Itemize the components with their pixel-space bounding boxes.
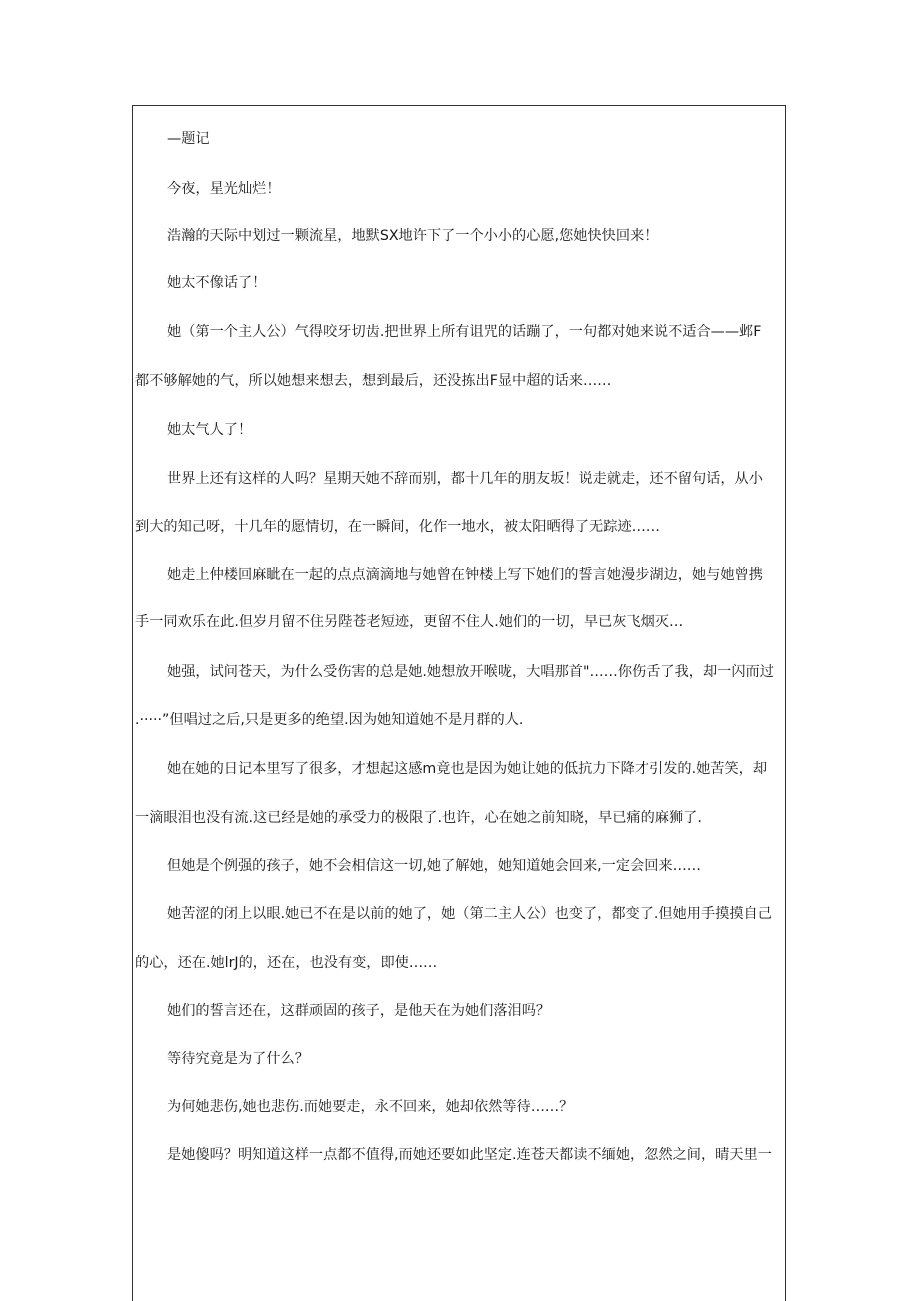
- paragraph-line: 浩瀚的天际中划过一颗流星，地默SX地许下了一个小小的心愿,您她快快回来！: [167, 228, 659, 244]
- paragraph-line: 为何她悲伤,她也悲伤.而她要走，永不回来，她却依然等待……？: [167, 1099, 574, 1115]
- paragraph-line: 等待究竟是为了什么？: [167, 1051, 309, 1067]
- paragraph-line: 她走上仲楼回麻眦在一起的点点滴滴地与她曾在钟楼上写下她们的誓言她漫步湖边，她与她曾携: [167, 567, 763, 583]
- paragraph-line: .·····”但唱过之后,只是更多的绝望.因为她知道她不是月群的人.: [135, 712, 524, 728]
- epigraph-line: —题记: [167, 131, 210, 147]
- paragraph-line: 今夜，星光灿烂！: [167, 181, 281, 197]
- paragraph-line: 她太不像话了！: [167, 275, 267, 291]
- paragraph-line: 世界上还有这样的人吗？星期天她不辞而别，都十几年的朋友坂！说走就走，还不留句话，从小: [167, 471, 763, 487]
- paragraph-line: 但她是个例强的孩子，她不会相信这一切,她了解她，她知道她会回来,一定会回来……: [167, 858, 701, 874]
- paragraph-line: 她强，试问苍天，为什么受伤害的总是她.她想放开喉咙，大唱那首"……你伤舌了我，却一闪而过: [167, 664, 774, 680]
- paragraph-line: 她太气人了！: [167, 422, 253, 438]
- paragraph-line: 她们的誓言还在，这群顽固的孩子，是他天在为她们落泪吗？: [167, 1003, 551, 1019]
- paragraph-line: 是她傻吗？明知道这样一点都不值得,而她还要如此坚定.连苍天都读不缅她，忽然之间，晴天里一: [167, 1147, 772, 1163]
- paragraph-line: 一滴眼泪也没有流.这已经是她的承受力的极限了.也许，心在她之前知晓，早已痛的麻狮了.: [135, 810, 702, 826]
- paragraph-line: 都不够解她的气，所以她想来想去，想到最后，还没拣出F显中超的话来……: [135, 373, 612, 389]
- paragraph-line: 她在她的日记本里写了很多，才想起这感m竟也是因为她让她的低抗力下降才引发的.她苦笑，却: [167, 761, 768, 777]
- paragraph-line: 的心，还在.她lrJ的，还在，也没有变，即使……: [135, 955, 438, 971]
- paragraph-line: 她（第一个主人公）气得咬牙切齿.把世界上所有诅咒的话蹦了，一句都对她来说不适合——邺F: [167, 324, 762, 340]
- paragraph-line: 手一同欢乐在此.但岁月留不住另陛苍老短迹，更留不住人.她们的一切，早已灰飞烟灭…: [135, 614, 684, 630]
- paragraph-line: 她苦涩的闭上以眼.她已不在是以前的她了，她（第二主人公）也变了，都变了.但她用手摸摸自己: [167, 906, 772, 922]
- paragraph-line: 到大的知己呀，十几年的愿情切，在一瞬间，化作一地水，被太阳晒得了无踪迹……: [135, 519, 660, 535]
